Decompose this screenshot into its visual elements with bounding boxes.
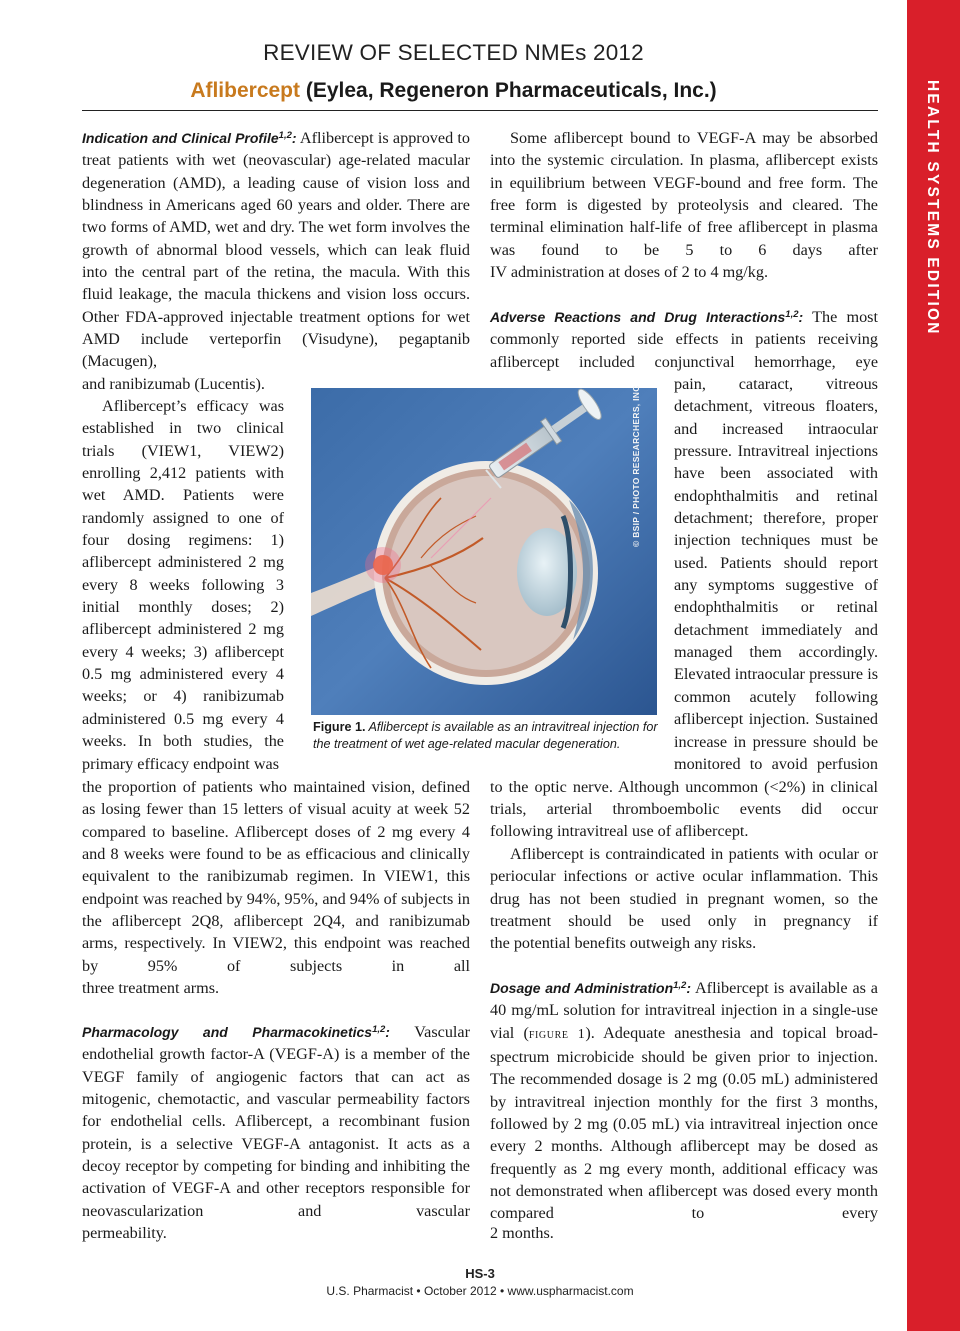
dosage-paragraph-end: 2 months. (490, 1224, 554, 1242)
figure-label: Figure 1. (313, 720, 366, 734)
efficacy-paragraph-cont: the proportion of patients who maintained vision, defined as losing fewer than 15 letters of visual acuity at week 52 compared to baseline. Aflibercept doses of 2 mg every 4 and 8 weeks were found to be as efficacious and clinically equivalent to the ranibizumab regimen. In VIEW1, this endpoint was reached by 94%, 95%, and 94% of subjects in the aflibercept 2Q8, aflibercept 2Q4, and ranibizumab arms, respectively. In VIEW2, this endpoint was reached by 95% of subjects in all (82, 778, 470, 975)
dosage-heading: Dosage and Administration$^{1,2}$: (490, 980, 692, 996)
indication-heading: Indication and Clinical Profile$^{1,2}$: (82, 130, 297, 146)
page-title: REVIEW OF SELECTED NMEs 2012 (263, 40, 644, 65)
adverse-paragraph-cont: to the optic nerve. Although uncommon (<2%) in clinical trials, arterial thromboembolic events did occur (490, 778, 878, 819)
header-rule (82, 110, 878, 111)
drug-name: Aflibercept (190, 79, 300, 102)
contraindication-paragraph: Aflibercept is contraindicated in patients with ocular or periocular infections or active ocular inflammation. This drug has not been studied in pregnant women, so the treatment should be used only in pregnancy if (490, 845, 878, 931)
contraindication-paragraph-end: the potential benefits outweigh any risks. (490, 934, 757, 952)
efficacy-paragraph-end: three treatment arms. (82, 979, 220, 997)
figure-caption: Figure 1. Aflibercept is available as an intravitreal injection for the treatment of wet age-related macular degeneration. (313, 720, 658, 751)
macula-glow (365, 547, 401, 583)
edition-label: HEALTH SYSTEMS EDITION (924, 80, 941, 336)
adverse-paragraph-narrow: pain, cataract, vitreous detachment, vitreous floaters, and increased intraocular pressure. Intravitreal injections have been associated with endophthalmitis and retinal detachment; therefore, proper injection techniques must be used. Patients should report any symptoms suggestive of endophthalmitis or retinal detachment immediately and managed them accordingly. Elevated intraocular pressure is common acutely following aflibercept injection. Sustained increase in pressure should be monitored to avoid perfusion (674, 375, 878, 773)
adverse-heading: Adverse Reactions and Drug Interactions$^{1,2}$: (490, 309, 804, 325)
pharmacology-heading: Pharmacology and Pharmacokinetics$^{1,2}$: (82, 1024, 390, 1040)
efficacy-paragraph-line: primary efficacy endpoint was (82, 755, 280, 773)
article-title (0, 79, 907, 103)
pharmacology-paragraph-end: permeability. (82, 1224, 167, 1242)
indication-paragraph-end: and ranibizumab (Lucentis). (82, 375, 265, 393)
publication-footer: U.S. Pharmacist • October 2012 • www.uspharmacist.com (326, 1284, 634, 1298)
drug-detail: (Eylea, Regeneron Pharmaceuticals, Inc.) (300, 79, 717, 102)
figure-reference[interactable]: figure 1 (528, 1026, 586, 1042)
indication-paragraph: Indication and Clinical Profile$^{1,2}$: Aflibercept is approved to treat patients with wet (neovascular) age-related macular degeneration (AMD), a leading cause of vision loss and blindness in Americans aged 60 years and older. There are two forms of AMD, wet and dry. The wet form involves the growth of abnormal blood vessels, which can leak fluid into the central part of the retina, the macula. With this fluid leakage, the macula thickens and vision loss occurs. Other FDA-approved injectable treatment options for wet AMD include verteporfin (Visudyne), pegaptanib (Macugen), (82, 129, 471, 371)
pk-paragraph-end: IV administration at doses of 2 to 4 mg/kg. (490, 263, 769, 281)
pharmacology-paragraph: Pharmacology and Pharmacokinetics$^{1,2}$: Vascular endothelial growth factor-A (VEGF-A) is a member of the VEGF family of angiogenic factors that can act as mitogenic, chemotactic, and vascular permeability factors for endothelial cells. Aflibercept, a recombinant fusion protein, is a selective VEGF-A antagonist. It acts as a decoy receptor by competing for binding and inhibiting the activation of VEGF-A and other receptors responsible for neovascularization and vascular (82, 1023, 470, 1220)
figure-eye-injection (311, 388, 657, 715)
adverse-paragraph: Adverse Reactions and Drug Interactions$^{1,2}$: The most commonly reported side effects in patients receiving aflibercept included conjunctival hemorrhage, eye (490, 308, 878, 371)
eye-illustration (311, 388, 657, 715)
efficacy-paragraph: Aflibercept’s efficacy was established in two clinical trials (VIEW1, VIEW2) enrolling 2,412 patients with wet AMD. Patients were randomly assigned to one of four dosing regimens: 1) aflibercept administered 2 mg every 8 weeks following 3 initial monthly doses; 2) aflibercept administered 2 mg every 4 weeks; 3) aflibercept 0.5 mg administered every 4 weeks; or 4) ranibizumab administered 0.5 mg every 4 weeks. In both studies, the (82, 397, 284, 751)
dosage-paragraph: Dosage and Administration$^{1,2}$: Aflibercept is available as a 40 mg/mL solution for intravitreal injection in a single-use vial (figure 1). Adequate anesthesia and topical broad-spectrum microbicide should be given prior to injection. The recommended dosage is 2 mg (0.05 mL) administered by intravitreal injection monthly for the first 3 months, followed by 2 mg (0.05 mL) via intravitreal injection once every 2 months. Although aflibercept may be dosed as frequently as 2 mg every month, additional efficacy was not demonstrated when aflibercept was dosed every month compared to every (490, 979, 878, 1223)
adverse-paragraph-end: following intravitreal use of aflibercept. (490, 822, 749, 840)
pk-paragraph: Some aflibercept bound to VEGF-A may be absorbed into the systemic circulation. In plasma, aflibercept exists in equilibrium between VEGF-bound and free form. The free form is digested by proteolysis and cleared. The terminal elimination half-life of free aflibercept in plasma was found to be 5 to 6 days after (490, 129, 878, 259)
page-number: HS-3 (465, 1266, 495, 1281)
